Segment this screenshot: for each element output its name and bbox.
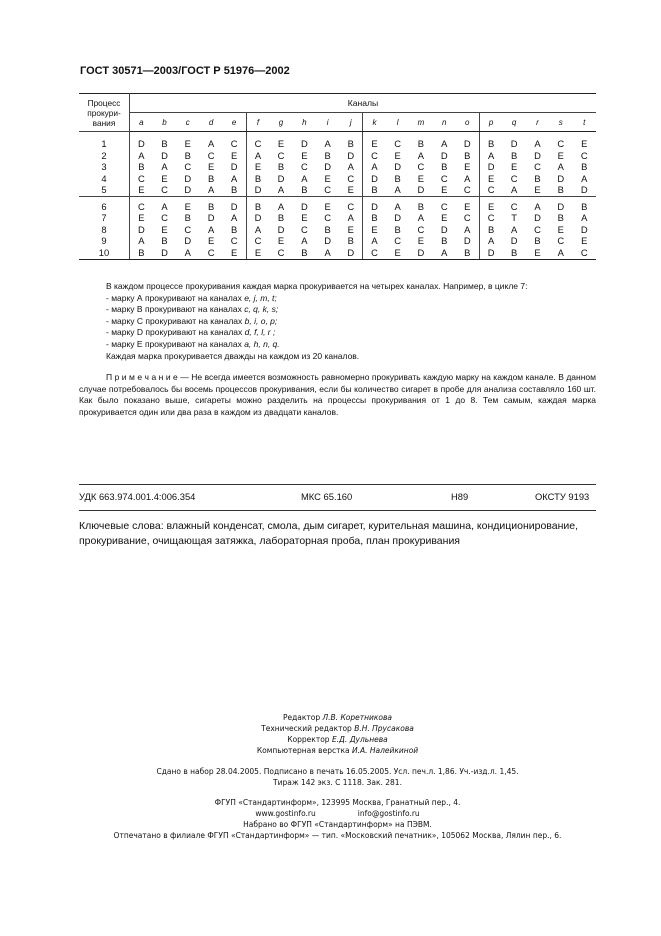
note-item: - марку D прокуривают на каналах d, f, l, r ; <box>106 327 276 338</box>
brand-cell: B <box>371 212 378 223</box>
brand-cell: C <box>440 172 448 184</box>
channels-header: Каналы <box>130 94 597 113</box>
brand-cell: A <box>456 224 479 236</box>
brand-cell: C <box>339 173 362 185</box>
brand-cell: E <box>184 138 191 149</box>
brand-cell: C <box>130 196 153 212</box>
brand-cell: E <box>301 212 308 223</box>
process-number: 1 <box>79 132 130 150</box>
brand-cell: B <box>277 212 285 223</box>
brand-cell: B <box>161 138 168 149</box>
brand-cell: D <box>409 247 432 260</box>
brand-cell: A <box>269 196 292 212</box>
brand-cell: C <box>269 247 292 260</box>
remark-paragraph <box>79 372 596 418</box>
brand-cell: A <box>433 247 456 260</box>
channel-letter: d <box>199 113 222 132</box>
brand-cell: E <box>339 224 362 236</box>
brand-cell: B <box>557 212 564 223</box>
brand-cell: B <box>223 224 246 236</box>
brand-cell: B <box>394 172 401 184</box>
brand-cell: D <box>324 235 332 246</box>
brand-cell: D <box>161 149 168 161</box>
brand-cell: C <box>254 235 262 246</box>
brand-cell: D <box>363 196 386 212</box>
brand-cell: D <box>417 184 425 195</box>
note-item: - марку А прокуривают на каналах e, j, m, t; <box>106 292 277 303</box>
typeset-line: Набрано во ФГУП «Стандартинформ» на ПЭВМ. <box>243 820 432 829</box>
brand-cell: D <box>184 172 192 184</box>
table-row <box>79 132 596 150</box>
brand-cell: B <box>199 196 222 212</box>
brand-cell: E <box>246 247 269 260</box>
publisher-line: ФГУП «Стандартинформ», 123995 Москва, Гранатный пер., 4. <box>214 798 461 807</box>
brand-cell: B <box>277 161 285 172</box>
brand-cell: D <box>254 184 262 195</box>
keywords: Ключевые слова: влажный конденсат, смола, дым сигарет, курительная машина, кондиционирование, прокуривание, очищающая затяжка, лабораторная проба, план прокуривания <box>79 520 579 547</box>
process-number: 4 <box>79 173 130 185</box>
process-number: 8 <box>79 224 130 236</box>
layout-line: Компьютерная верстка И.А. Налейкиной <box>256 746 419 755</box>
brand-cell: E <box>316 196 339 212</box>
channel-letter: r <box>526 113 549 132</box>
brand-cell: A <box>371 161 378 172</box>
brand-cell: E <box>277 138 285 149</box>
process-header-line: прокури- <box>87 107 121 118</box>
brand-cell: D <box>339 150 362 162</box>
divider-top <box>79 484 596 485</box>
brand-cell: C <box>339 196 362 212</box>
brand-cell: B <box>417 138 425 149</box>
table-row <box>79 247 596 260</box>
table-row <box>79 212 596 224</box>
channel-letter: f <box>246 113 269 132</box>
brand-cell: B <box>409 196 432 212</box>
brand-cell: A <box>456 173 479 185</box>
email-link[interactable]: info@gostinfo.ru <box>357 809 420 818</box>
brand-cell: C <box>324 212 332 223</box>
brand-cell: E <box>557 223 564 235</box>
channel-letter: j <box>339 113 362 132</box>
brand-cell: A <box>417 149 425 161</box>
process-number: 6 <box>79 196 130 212</box>
brand-cell: C <box>184 161 192 172</box>
brand-cell: B <box>246 196 269 212</box>
editors-block <box>79 712 596 756</box>
brand-cell: E <box>456 196 479 212</box>
brand-cell: C <box>300 223 308 235</box>
oksu-code: ОКСТУ 9193 <box>535 491 590 502</box>
brand-cell: D <box>534 212 541 223</box>
brand-cell: D <box>138 223 145 235</box>
brand-cell: A <box>549 247 572 260</box>
brand-cell: C <box>534 161 541 172</box>
brand-cell: C <box>557 138 565 149</box>
process-number: 9 <box>79 235 130 247</box>
brand-cell: D <box>557 172 565 184</box>
brand-cell: C <box>433 196 456 212</box>
process-header-line: вания <box>92 117 116 128</box>
notes-intro: В каждом процессе прокуривания каждая марка прокуривается на четырех каналах. Например, в цикле 7: <box>106 281 528 291</box>
notes-summary: Каждая марка прокуривается дважды на каждом из 20 каналов. <box>106 350 360 361</box>
brand-cell: D <box>223 196 246 212</box>
brand-cell: C <box>503 196 526 212</box>
brand-cell: C <box>207 149 215 161</box>
brand-cell: B <box>301 184 308 195</box>
brand-cell: C <box>456 184 479 196</box>
brand-cell: E <box>479 196 502 212</box>
table-body <box>79 132 596 260</box>
brand-cell: D <box>153 247 176 260</box>
brand-cell: B <box>130 247 153 260</box>
channel-letter: g <box>269 113 292 132</box>
brand-cell: A <box>371 235 378 246</box>
brand-cell: A <box>138 149 145 161</box>
brand-cell: E <box>441 212 448 223</box>
brand-cell: E <box>161 172 168 184</box>
brand-cell: E <box>138 184 145 195</box>
brand-cell: E <box>456 161 479 173</box>
brand-cell: A <box>301 235 308 246</box>
brand-cell: B <box>293 247 316 260</box>
brand-cell: A <box>487 235 495 246</box>
brand-cell: D <box>339 247 362 260</box>
brand-cell: C <box>456 212 479 224</box>
brand-cell: D <box>184 235 192 246</box>
brand-cell: E <box>511 161 518 172</box>
brand-cell: C <box>161 184 168 195</box>
editor-line: Редактор Л.В. Коретникова <box>282 713 393 722</box>
brand-cell: A <box>417 212 425 223</box>
table-row <box>79 161 596 173</box>
smoking-plan-table <box>79 93 596 260</box>
brand-cell: D <box>371 172 378 184</box>
table-row <box>79 150 596 162</box>
process-column-header <box>79 94 130 132</box>
brand-cell: E <box>371 223 378 235</box>
printing-line: Сдано в набор 28.04.2005. Подписано в печать 16.05.2005. Усл. печ.л. 1,86. Уч.-изд.л. 1,45. <box>156 767 519 776</box>
brand-cell: E <box>417 235 425 246</box>
brand-cell: A <box>316 247 339 260</box>
brand-cell: D <box>549 196 572 212</box>
brand-cell: B <box>324 223 331 235</box>
brand-cell: C <box>510 172 518 184</box>
brand-cell: B <box>572 196 596 212</box>
brand-cell: C <box>580 149 588 161</box>
note-item: - марку В прокуривают на каналах c, q, k, s; <box>106 304 279 315</box>
brand-cell: E <box>441 184 448 195</box>
brand-cell: B <box>534 172 541 184</box>
channel-letter: a <box>130 113 153 132</box>
channel-letter: c <box>176 113 199 132</box>
brand-cell: E <box>394 149 401 161</box>
brand-cell: C <box>199 247 222 260</box>
brand-cell: D <box>456 235 479 247</box>
brand-cell: D <box>324 161 332 172</box>
brand-cell: D <box>277 172 285 184</box>
brand-cell: E <box>371 138 378 149</box>
brand-cell: B <box>557 184 564 195</box>
brand-cell: A <box>277 184 285 195</box>
brand-cell: A <box>441 138 448 149</box>
brand-cell: E <box>277 235 285 246</box>
brand-cell: B <box>441 235 448 246</box>
brand-cell: E <box>324 172 331 184</box>
brand-cell: A <box>161 161 168 172</box>
brand-cell: B <box>503 247 526 260</box>
brand-cell: B <box>339 132 362 150</box>
brand-cell: T <box>511 212 518 223</box>
tech-editor-line: Технический редактор В.Н. Прусакова <box>261 724 414 733</box>
brand-cell: C <box>138 172 145 184</box>
brand-cell: D <box>254 212 262 223</box>
brand-cell: D <box>300 138 308 149</box>
brand-cell: D <box>510 138 518 149</box>
brand-cell: B <box>254 172 262 184</box>
document-header: ГОСТ 30571—2003/ГОСТ Р 51976—2002 <box>80 65 290 77</box>
udk-code: УДК 663.974.001.4:006.354 <box>79 491 196 502</box>
brand-cell: E <box>386 247 409 260</box>
brand-cell: B <box>339 235 362 247</box>
channel-letter: q <box>503 113 526 132</box>
brand-cell: B <box>324 149 331 161</box>
note-item: - марку С прокуривают на каналах b, i, o, p; <box>106 315 278 326</box>
brand-cell: C <box>487 212 495 223</box>
brand-cell: C <box>324 184 332 195</box>
brand-cell: B <box>207 172 215 184</box>
brand-cell: A <box>339 161 362 173</box>
process-number: 5 <box>79 184 130 196</box>
brand-cell: D <box>440 223 448 235</box>
table-row <box>79 224 596 236</box>
brand-cell: E <box>557 149 564 161</box>
brand-cell: B <box>487 223 495 235</box>
brand-cell: B <box>456 247 479 260</box>
brand-cell: B <box>394 223 401 235</box>
table-row <box>79 235 596 247</box>
brand-cell: C <box>371 149 378 161</box>
process-header-line: Процесс <box>87 97 121 108</box>
brand-cell: B <box>456 150 479 162</box>
web-link[interactable]: www.gostinfo.ru <box>255 809 316 818</box>
brand-cell: D <box>456 132 479 150</box>
brand-cell: B <box>161 235 168 246</box>
brand-cell: B <box>184 149 191 161</box>
brand-cell: C <box>254 138 262 149</box>
brand-cell: E <box>207 161 215 172</box>
brand-cell: C <box>363 247 386 260</box>
brand-cell: A <box>207 184 215 195</box>
brand-cell: E <box>581 235 588 246</box>
remark-label: П р и м е ч а н и е <box>106 372 178 382</box>
notes-block <box>106 281 596 362</box>
brand-cell: B <box>441 161 448 172</box>
brand-cell: E <box>207 235 215 246</box>
brand-cell: E <box>161 223 168 235</box>
table-row <box>79 196 596 212</box>
brand-cell: D <box>510 235 518 246</box>
brand-cell: E <box>176 196 199 212</box>
brand-cell: E <box>487 172 495 184</box>
printing-block <box>79 766 596 788</box>
table-row <box>79 184 596 196</box>
brand-cell: D <box>207 212 215 223</box>
brand-cell: D <box>223 161 246 173</box>
brand-cell: A <box>138 235 145 246</box>
brand-cell: A <box>581 172 588 184</box>
brand-cell: D <box>440 149 448 161</box>
brand-cell: E <box>417 172 425 184</box>
brand-cell: C <box>223 235 246 247</box>
channel-letter: e <box>223 113 246 132</box>
brand-cell: D <box>580 223 588 235</box>
brand-cell: A <box>394 184 401 195</box>
remark-text: — Не всегда имеется возможность равномерно прокуривать каждую марку на каждом канале. В данном случае потребовалось бы восемь процессов прокуривания, если бы количество сигарет в пробе для анализа составляло 160 шт. Как было показано выше, сигареты можно разделить на процессы прокуривания от 1 до 8. Тем самым, каждая марка прокуривается один или два раза в каждом из двадцати каналов. <box>79 372 596 417</box>
printed-line: Отпечатано в филиале ФГУП «Стандартинформ» — тип. «Московский печатник», 105062 Москва, Лялин пер., 6. <box>113 831 562 840</box>
channel-letter: m <box>409 113 432 132</box>
mks-code: МКС 65.160 <box>301 491 353 502</box>
channel-letter: o <box>456 113 479 132</box>
brand-cell: A <box>487 149 495 161</box>
channel-letter: b <box>153 113 176 132</box>
brand-cell: E <box>223 150 246 162</box>
brand-cell: C <box>223 132 246 150</box>
channel-letter: i <box>316 113 339 132</box>
brand-cell: E <box>223 247 246 260</box>
channel-letter: p <box>479 113 502 132</box>
brand-cell: A <box>176 247 199 260</box>
brand-cell: C <box>300 161 308 172</box>
brand-cell: C <box>572 247 596 260</box>
note-item: - марку Е прокуривают на каналах a, h, n, q. <box>106 338 280 349</box>
h-code: Н89 <box>451 491 469 502</box>
brand-cell: C <box>184 223 192 235</box>
channel-letter: s <box>549 113 572 132</box>
brand-cell: C <box>487 184 495 195</box>
divider-bottom <box>79 510 596 511</box>
process-number: 7 <box>79 212 130 224</box>
brand-cell: A <box>324 138 331 149</box>
brand-cell: A <box>511 184 518 195</box>
brand-cell: B <box>223 184 246 196</box>
brand-cell: C <box>557 235 565 246</box>
brand-cell: A <box>301 172 308 184</box>
process-number: 10 <box>79 247 130 260</box>
brand-cell: C <box>534 223 541 235</box>
brand-cell: B <box>581 161 588 172</box>
brand-cell: A <box>511 223 518 235</box>
brand-cell: B <box>184 212 191 223</box>
brand-cell: D <box>138 138 145 149</box>
brand-cell: A <box>153 196 176 212</box>
brand-cell: B <box>534 235 541 246</box>
brand-cell: A <box>339 212 362 224</box>
brand-cell: A <box>254 149 262 161</box>
brand-cell: C <box>417 223 425 235</box>
brand-cell: A <box>557 161 564 172</box>
brand-cell: A <box>526 196 549 212</box>
brand-cell: D <box>394 212 401 223</box>
brand-cell: A <box>534 138 541 149</box>
process-number: 2 <box>79 150 130 162</box>
brand-cell: D <box>487 161 495 172</box>
brand-cell: D <box>534 149 541 161</box>
channel-letter: l <box>386 113 409 132</box>
brand-cell: D <box>394 161 401 172</box>
brand-cell: B <box>511 149 518 161</box>
brand-cell: E <box>339 184 362 196</box>
brand-cell: A <box>223 212 246 224</box>
channel-letter: n <box>433 113 456 132</box>
channel-letter: h <box>293 113 316 132</box>
brand-cell: A <box>386 196 409 212</box>
brand-cell: A <box>207 138 215 149</box>
publisher-block <box>79 797 596 841</box>
corrector-line: Корректор Е.Д. Дульнева <box>287 735 388 744</box>
process-number: 3 <box>79 161 130 173</box>
channel-letter: k <box>363 113 386 132</box>
run-line: Тираж 142 экз. С 1118. Зак. 281. <box>273 778 402 787</box>
channel-letters-row <box>79 113 596 132</box>
table-row <box>79 173 596 185</box>
brand-cell: A <box>223 173 246 185</box>
brand-cell: C <box>394 235 401 246</box>
brand-cell: B <box>138 161 145 172</box>
brand-cell: C <box>394 138 401 149</box>
brand-cell: D <box>184 184 192 195</box>
brand-cell: D <box>293 196 316 212</box>
brand-cell: D <box>277 223 285 235</box>
brand-cell: A <box>207 223 215 235</box>
brand-cell: E <box>301 149 308 161</box>
brand-cell: C <box>417 161 425 172</box>
brand-cell: D <box>580 184 588 195</box>
brand-cell: E <box>534 184 541 195</box>
brand-cell: E <box>526 247 549 260</box>
brand-cell: E <box>138 212 145 223</box>
brand-cell: B <box>487 138 495 149</box>
brand-cell: A <box>581 212 588 223</box>
brand-cell: E <box>254 161 262 172</box>
brand-cell: D <box>479 247 502 260</box>
brand-cell: E <box>581 138 588 149</box>
contacts-line <box>79 808 596 819</box>
brand-cell: C <box>277 149 285 161</box>
brand-cell: B <box>371 184 378 195</box>
brand-cell: C <box>161 212 168 223</box>
channel-letter: t <box>572 113 596 132</box>
brand-cell: A <box>254 223 262 235</box>
